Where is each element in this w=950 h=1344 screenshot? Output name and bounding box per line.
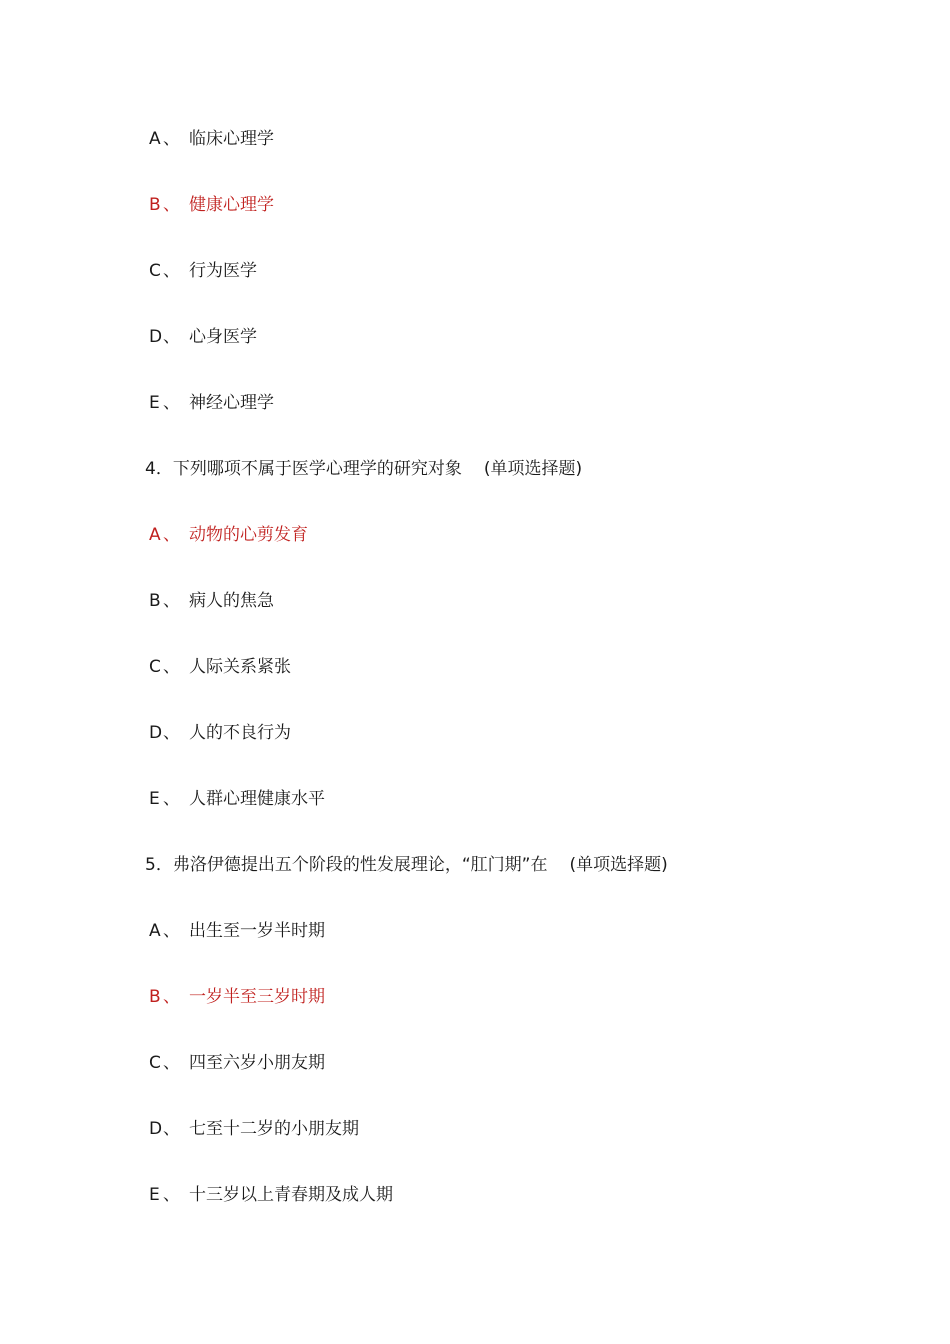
option-letter: A xyxy=(149,525,161,545)
option-text: 人群心理健康水平 xyxy=(189,789,325,809)
option-text: 出生至一岁半时期 xyxy=(189,921,325,941)
q4-option-e[interactable] xyxy=(149,788,325,810)
option-text: 病人的焦急 xyxy=(189,591,274,611)
option-text: 人际关系紧张 xyxy=(189,657,291,677)
option-text: 行为医学 xyxy=(189,261,257,281)
option-text: 七至十二岁的小朋友期 xyxy=(189,1119,359,1139)
question-type: (单项选择题) xyxy=(483,459,583,479)
question-text: 下列哪项不属于医学心理学的研究对象 xyxy=(172,459,462,479)
option-separator: 、 xyxy=(163,723,180,743)
option-letter: C xyxy=(149,261,161,281)
q3-option-d[interactable] xyxy=(149,326,257,348)
option-separator: 、 xyxy=(163,1119,180,1139)
option-separator: 、 xyxy=(163,261,180,281)
question-5 xyxy=(145,854,668,876)
option-letter: B xyxy=(149,591,161,611)
option-text: 动物的心剪发育 xyxy=(189,525,308,545)
option-letter: B xyxy=(149,195,161,215)
option-separator: 、 xyxy=(163,789,180,809)
option-text: 人的不良行为 xyxy=(189,723,291,743)
option-text: 临床心理学 xyxy=(189,129,274,149)
q4-option-d[interactable] xyxy=(149,722,291,744)
question-number: 4． xyxy=(145,459,173,479)
option-letter: D xyxy=(149,723,163,743)
q3-option-c[interactable] xyxy=(149,260,257,282)
option-letter: A xyxy=(149,921,161,941)
q5-option-b[interactable] xyxy=(149,986,325,1008)
option-separator: 、 xyxy=(163,921,180,941)
q3-option-a[interactable] xyxy=(149,128,274,150)
q5-option-d[interactable] xyxy=(149,1118,359,1140)
option-separator: 、 xyxy=(163,987,180,1007)
question-number: 5． xyxy=(145,855,173,875)
option-separator: 、 xyxy=(163,393,180,413)
option-letter: E xyxy=(149,1185,160,1205)
option-separator: 、 xyxy=(163,129,180,149)
question-text: 弗洛伊德提出五个阶段的性发展理论，“肛门期”在 xyxy=(172,855,548,875)
option-separator: 、 xyxy=(163,1053,180,1073)
q5-option-e[interactable] xyxy=(149,1184,393,1206)
q4-option-a[interactable] xyxy=(149,524,308,546)
option-separator: 、 xyxy=(163,327,180,347)
option-text: 神经心理学 xyxy=(189,393,274,413)
q5-option-a[interactable] xyxy=(149,920,325,942)
option-letter: E xyxy=(149,789,160,809)
option-text: 一岁半至三岁时期 xyxy=(189,987,325,1007)
q3-option-e[interactable] xyxy=(149,392,274,414)
option-separator: 、 xyxy=(163,591,180,611)
option-separator: 、 xyxy=(163,1185,180,1205)
option-letter: C xyxy=(149,1053,161,1073)
option-letter: E xyxy=(149,393,160,413)
option-text: 四至六岁小朋友期 xyxy=(189,1053,325,1073)
option-text: 健康心理学 xyxy=(189,195,274,215)
option-text: 心身医学 xyxy=(189,327,257,347)
option-letter: A xyxy=(149,129,161,149)
question-type: (单项选择题) xyxy=(569,855,668,875)
option-letter: B xyxy=(149,987,161,1007)
q5-option-c[interactable] xyxy=(149,1052,325,1074)
option-separator: 、 xyxy=(163,195,180,215)
option-letter: D xyxy=(149,327,163,347)
option-separator: 、 xyxy=(163,525,180,545)
q4-option-c[interactable] xyxy=(149,656,291,678)
option-text: 十三岁以上青春期及成人期 xyxy=(189,1185,393,1205)
option-letter: C xyxy=(149,657,161,677)
q3-option-b[interactable] xyxy=(149,194,274,216)
option-letter: D xyxy=(149,1119,163,1139)
option-separator: 、 xyxy=(163,657,180,677)
q4-option-b[interactable] xyxy=(149,590,274,612)
question-4 xyxy=(145,458,582,480)
